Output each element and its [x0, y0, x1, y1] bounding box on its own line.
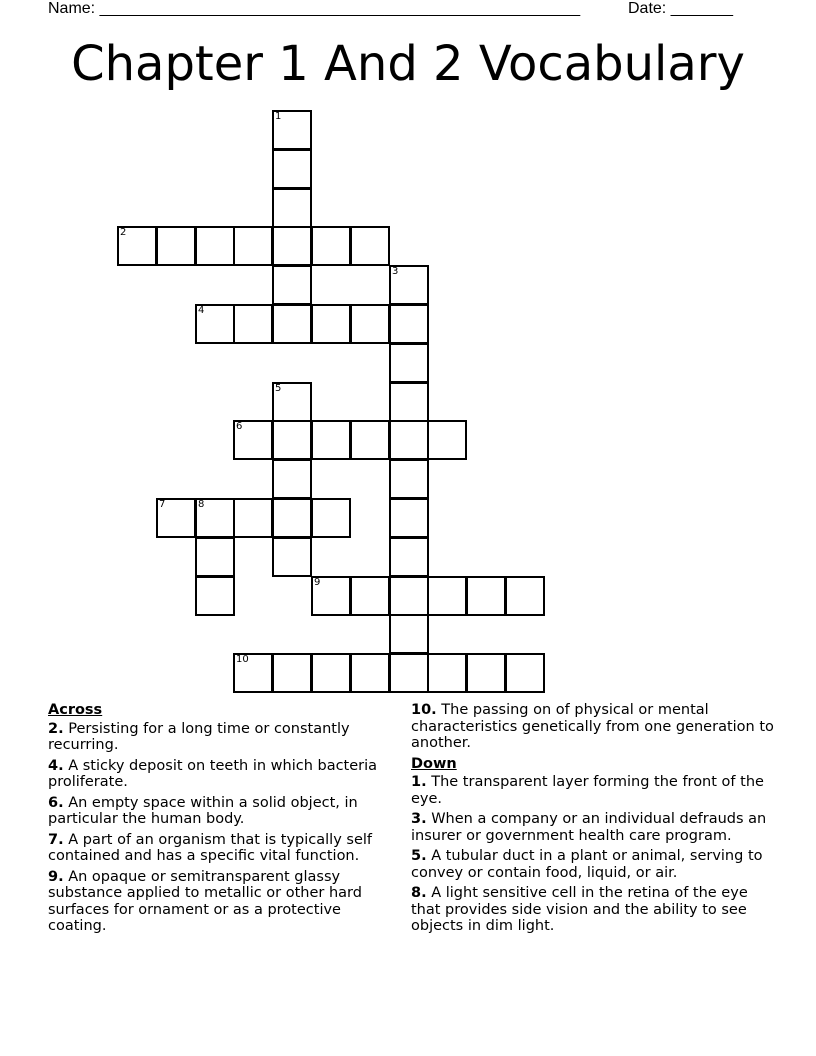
clue-list-right: [411, 702, 776, 939]
crossword-cell[interactable]: [389, 614, 429, 654]
down-clue: [411, 885, 776, 935]
clue-text: A part of an organism that is typically self contained and has a specific vital function.: [48, 831, 372, 864]
crossword-cell[interactable]: [272, 382, 312, 422]
crossword-cell[interactable]: [156, 498, 196, 538]
cell-number: 5: [275, 383, 282, 394]
crossword-cell[interactable]: [389, 343, 429, 383]
crossword-cell[interactable]: [389, 459, 429, 499]
cell-number: 4: [198, 305, 205, 316]
date-field[interactable]: Date: _______: [628, 0, 733, 17]
crossword-cell[interactable]: [272, 420, 312, 460]
crossword-cell[interactable]: [272, 498, 312, 538]
crossword-cell[interactable]: [389, 265, 429, 305]
clue-text: A sticky deposit on teeth in which bacteria proliferate.: [48, 757, 378, 790]
crossword-cell[interactable]: [272, 149, 312, 189]
crossword-cell[interactable]: [350, 653, 390, 693]
across-clue: [48, 869, 393, 935]
down-clue: [411, 848, 776, 881]
crossword-cell[interactable]: [272, 188, 312, 228]
crossword-cell[interactable]: [389, 498, 429, 538]
clue-text: A tubular duct in a plant or animal, serving to convey or contain food, liquid, or air.: [411, 848, 763, 881]
crossword-cell[interactable]: [311, 420, 351, 460]
cell-number: 10: [236, 654, 249, 665]
clue-text: The transparent layer forming the front of the eye.: [411, 774, 764, 807]
crossword-cell[interactable]: [350, 226, 390, 266]
crossword-cell[interactable]: [233, 653, 273, 693]
clue-number: 3.: [411, 811, 427, 827]
crossword-cell[interactable]: [389, 653, 429, 693]
across-clue: [48, 758, 393, 791]
clue-text: An empty space within a solid object, in particular the human body.: [48, 794, 358, 827]
clue-number: 5.: [411, 848, 427, 864]
crossword-cell[interactable]: [272, 304, 312, 344]
down-clue: [411, 774, 776, 807]
crossword-cell[interactable]: [350, 420, 390, 460]
clue-number: 8.: [411, 885, 427, 901]
crossword-cell[interactable]: [350, 304, 390, 344]
cell-number: 1: [275, 111, 282, 122]
clue-text: The passing on of physical or mental characteristics genetically from one generation to another.: [411, 702, 774, 751]
crossword-cell[interactable]: [427, 576, 467, 616]
crossword-cell[interactable]: [311, 576, 351, 616]
clue-number: 6.: [48, 794, 64, 811]
crossword-cell[interactable]: [311, 226, 351, 266]
across-clue: [411, 702, 776, 752]
clue-text: When a company or an individual defrauds an insurer or government health care program.: [411, 811, 767, 844]
clue-number: 2.: [48, 720, 64, 737]
crossword-cell[interactable]: [195, 498, 235, 538]
crossword-cell[interactable]: [272, 110, 312, 150]
clue-number: 4.: [48, 757, 64, 774]
crossword-cell[interactable]: [195, 537, 235, 577]
across-clue: [48, 795, 393, 828]
crossword-cell[interactable]: [195, 304, 235, 344]
crossword-cell[interactable]: [427, 653, 467, 693]
cell-number: 7: [159, 499, 166, 510]
down-clue: [411, 811, 776, 844]
crossword-cell[interactable]: [233, 498, 273, 538]
clue-text: Persisting for a long time or constantly recurring.: [48, 720, 350, 753]
crossword-cell[interactable]: [466, 653, 506, 693]
clue-number: 10.: [411, 702, 437, 718]
crossword-cell[interactable]: [311, 304, 351, 344]
crossword-cell[interactable]: [272, 537, 312, 577]
across-clue: [48, 832, 393, 865]
clue-number: 7.: [48, 831, 64, 848]
cell-number: 9: [314, 577, 321, 588]
crossword-cell[interactable]: [233, 420, 273, 460]
crossword-cell[interactable]: [389, 304, 429, 344]
crossword-cell[interactable]: [195, 226, 235, 266]
name-field[interactable]: Name: ______________________________________________________: [48, 0, 581, 17]
clue-text: An opaque or semitransparent glassy substance applied to metallic or other hard surfaces for ornament or as a protective coating.: [48, 868, 362, 934]
crossword-cell[interactable]: [311, 498, 351, 538]
crossword-cell[interactable]: [156, 226, 196, 266]
crossword-cell[interactable]: [389, 576, 429, 616]
crossword-cell[interactable]: [117, 226, 157, 266]
crossword-cell[interactable]: [272, 459, 312, 499]
crossword-cell[interactable]: [350, 576, 390, 616]
crossword-cell[interactable]: [389, 420, 429, 460]
crossword-cell[interactable]: [505, 653, 545, 693]
clue-text: A light sensitive cell in the retina of the eye that provides side vision and the ability to see objects in dim light.: [411, 885, 748, 934]
down-heading: Down: [411, 755, 457, 772]
crossword-cell[interactable]: [505, 576, 545, 616]
crossword-cell[interactable]: [389, 382, 429, 422]
clue-list-left: [48, 702, 393, 939]
cell-number: 8: [198, 499, 205, 510]
cell-number: 2: [120, 227, 127, 238]
across-clue: [48, 721, 393, 754]
across-heading: Across: [48, 702, 103, 718]
crossword-cell[interactable]: [233, 304, 273, 344]
crossword-cell[interactable]: [389, 537, 429, 577]
crossword-cell[interactable]: [311, 653, 351, 693]
clue-number: 9.: [48, 868, 64, 885]
crossword-cell[interactable]: [233, 226, 273, 266]
crossword-cell[interactable]: [195, 576, 235, 616]
crossword-cell[interactable]: [272, 265, 312, 305]
page-title: Chapter 1 And 2 Vocabulary: [71, 36, 745, 92]
crossword-cell[interactable]: [466, 576, 506, 616]
crossword-cell[interactable]: [272, 226, 312, 266]
crossword-cell[interactable]: [272, 653, 312, 693]
clue-number: 1.: [411, 774, 427, 790]
crossword-cell[interactable]: [427, 420, 467, 460]
cell-number: 6: [236, 421, 243, 432]
cell-number: 3: [392, 266, 399, 277]
